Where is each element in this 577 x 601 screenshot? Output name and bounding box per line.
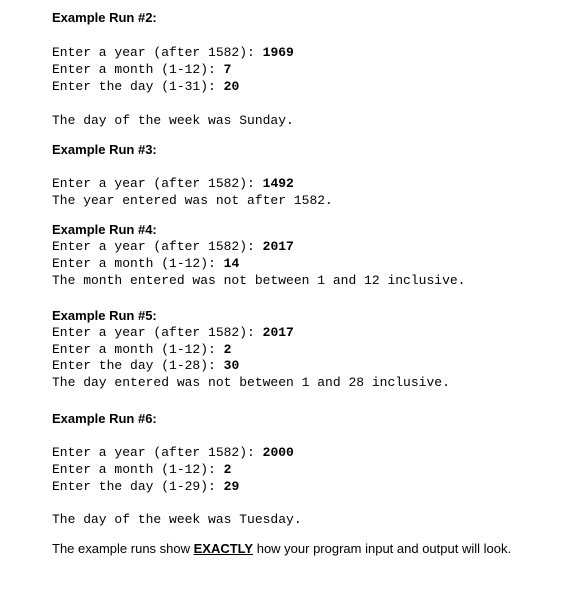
run4-line1 xyxy=(52,239,294,255)
run2-result: The day of the week was Sunday. xyxy=(52,113,294,128)
run6-line3-prompt: Enter the day (1-29): xyxy=(52,479,224,494)
run2-line1 xyxy=(52,45,294,61)
run4-heading: Example Run #4: xyxy=(52,222,157,237)
run2-line3 xyxy=(52,79,239,95)
footer-note xyxy=(52,541,511,557)
run5-heading: Example Run #5: xyxy=(52,308,157,323)
run2-line2-input: 7 xyxy=(223,62,232,77)
run2-line1-prompt: Enter a year (after 1582): xyxy=(52,45,263,60)
run5-line2-input: 2 xyxy=(223,342,232,357)
run6-line1-prompt: Enter a year (after 1582): xyxy=(52,445,263,460)
run6-line3-input: 29 xyxy=(223,479,240,494)
footer-after: how your program input and output will look. xyxy=(253,541,512,556)
run6-result: The day of the week was Tuesday. xyxy=(52,512,302,527)
run5-line2-prompt: Enter a month (1-12): xyxy=(52,342,224,357)
run5-line3-input: 30 xyxy=(223,358,240,373)
run5-line3 xyxy=(52,358,239,374)
run3-line1-prompt: Enter a year (after 1582): xyxy=(52,176,263,191)
run6-line2-prompt: Enter a month (1-12): xyxy=(52,462,224,477)
run4-result: The month entered was not between 1 and 12 inclusive. xyxy=(52,273,466,288)
run6-line1-input: 2000 xyxy=(262,445,294,460)
run2-line3-input: 20 xyxy=(223,79,240,94)
run6-line1 xyxy=(52,445,294,461)
run2-line1-input: 1969 xyxy=(262,45,294,60)
run4-line2-input: 14 xyxy=(223,256,240,271)
footer-emphasis: EXACTLY xyxy=(193,541,254,556)
document-page xyxy=(52,0,577,601)
run6-line2 xyxy=(52,462,231,478)
run3-heading: Example Run #3: xyxy=(52,142,157,157)
run2-line3-prompt: Enter the day (1-31): xyxy=(52,79,224,94)
run2-heading: Example Run #2: xyxy=(52,10,157,25)
run5-line1-input: 2017 xyxy=(262,325,294,340)
run5-line1 xyxy=(52,325,294,341)
run2-line2-prompt: Enter a month (1-12): xyxy=(52,62,224,77)
run6-line2-input: 2 xyxy=(223,462,232,477)
run4-line2 xyxy=(52,256,239,272)
run5-line1-prompt: Enter a year (after 1582): xyxy=(52,325,263,340)
run2-line2 xyxy=(52,62,231,78)
footer-before: The example runs show xyxy=(52,541,194,556)
run6-line3 xyxy=(52,479,239,495)
run3-result: The year entered was not after 1582. xyxy=(52,193,333,208)
run6-heading: Example Run #6: xyxy=(52,411,157,426)
run4-line2-prompt: Enter a month (1-12): xyxy=(52,256,224,271)
run3-line1-input: 1492 xyxy=(262,176,294,191)
run5-line3-prompt: Enter the day (1-28): xyxy=(52,358,224,373)
run4-line1-input: 2017 xyxy=(262,239,294,254)
run5-result: The day entered was not between 1 and 28 inclusive. xyxy=(52,375,450,390)
run3-line1 xyxy=(52,176,294,192)
run5-line2 xyxy=(52,342,231,358)
run4-line1-prompt: Enter a year (after 1582): xyxy=(52,239,263,254)
